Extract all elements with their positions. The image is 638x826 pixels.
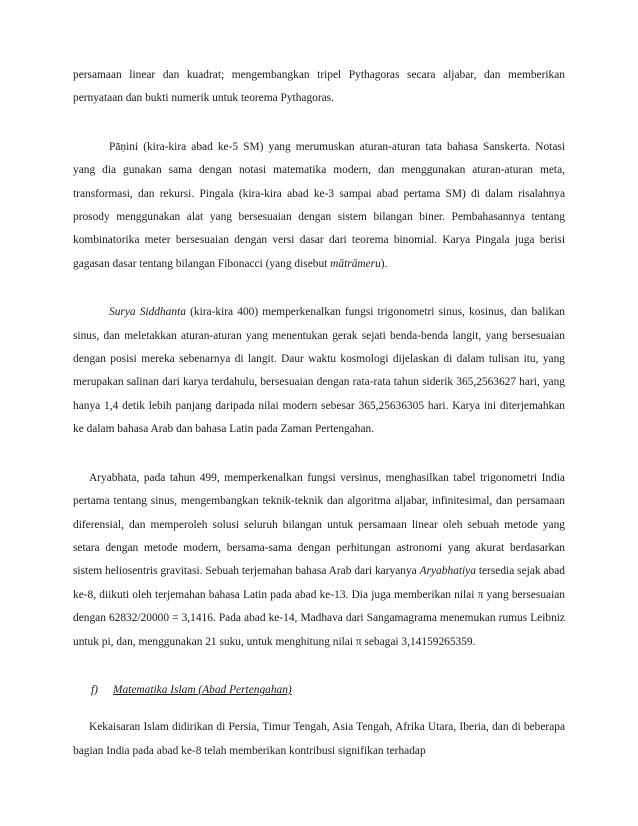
term-aryabhatiya: Aryabhatiya [419,565,476,578]
paragraph-surya-siddhanta [73,301,565,441]
paragraph-text-a: Aryabhata, pada tahun 499, memperkenalkan fungsi versinus, menghasilkan tabel trigonometri India pertama tentang sinus, mengembangkan teknik-teknik dan algoritma aljabar, infinitesimal, dan persamaan diferensial, dan memperoleh solusi seluruh bilangan untuk persamaan linear oleh sebuah metode yang setara dengan metode modern, bersama-sama dengan perhitungan astronomi yang akurat berdasarkan sistem heliosentris gravitasi. Sebuah terjemahan bahasa Arab dari karyanya [73,471,565,578]
paragraph-text: (kira-kira 400) memperkenalkan fungsi trigonometri sinus, kosinus, dan balikan sinus, dan meletakkan aturan-aturan yang menentukan gerak sejati benda-benda langit, yang bersesuaian dengan posisi mereka sebenarnya di langit. Daur waktu kosmologi dijelaskan di dalam tulisan itu, yang merupakan salinan dari karya terdahulu, bersesuaian dengan rata-rata tahun siderik 365,2563627 hari, yang hanya 1,4 detik lebih panjang daripada nilai modern sebesar 365,25636305 hari. Karya ini diterjemahkan ke dalam bahasa Arab dan bahasa Latin pada Zaman Pertengahan. [73,306,566,436]
paragraph-end: ). [380,257,388,270]
document-page [73,64,565,763]
section-heading [91,679,565,702]
paragraph-aryabhata [73,467,565,654]
paragraph-text-b: tersedia sejak abad ke-8, diikuti oleh terjemahan bahasa Latin pada abad ke-13. Dia juga memberikan nilai π yang bersesuaian dengan 62832/20000 = 3,1416. Pada abad ke-14, Madhava dari Sangamagrama menemukan rumus Leibniz untuk pi, dan, menggunakan 21 suku, untuk menghitung nilai π sebagai 3,14159265359. [73,565,565,648]
term-surya-siddhanta: Surya Siddhanta [109,306,186,319]
paragraph-panini [73,136,565,276]
paragraph-text: persamaan linear dan kuadrat; mengembangkan tripel Pythagoras secara aljabar, dan memberikan pernyataan dan bukti numerik untuk teorema Pythagoras. [73,69,565,105]
paragraph-text: Kekaisaran Islam didirikan di Persia, Timur Tengah, Asia Tengah, Afrika Utara, Iberia, dan di beberapa bagian India pada abad ke-8 telah memberikan kontribusi signifikan terhadap [73,721,565,757]
section-title: Matematika Islam (Abad Pertengahan) [113,683,292,696]
term-matrameru: mātrāmeru [330,257,381,270]
paragraph-pythagoras-continuation [73,64,565,111]
paragraph-islamic-empire [73,716,565,763]
section-number: f) [91,683,98,696]
paragraph-text: Pāṇini (kira-kira abad ke-5 SM) yang merumuskan aturan-aturan tata bahasa Sanskerta. Notasi yang dia gunakan sama dengan notasi matematika modern, dan menggunakan aturan-aturan meta, transformasi, dan rekursi. Pingala (kira-kira abad ke-3 sampai abad pertama SM) di dalam risalahnya prosody menggunakan alat yang bersesuaian dengan sistem bilangan biner. Pembahasannya tentang kombinatorika meter bersesuaian dengan versi dasar dari teorema binomial. Karya Pingala juga berisi gagasan dasar tentang bilangan Fibonacci (yang disebut [73,140,565,270]
